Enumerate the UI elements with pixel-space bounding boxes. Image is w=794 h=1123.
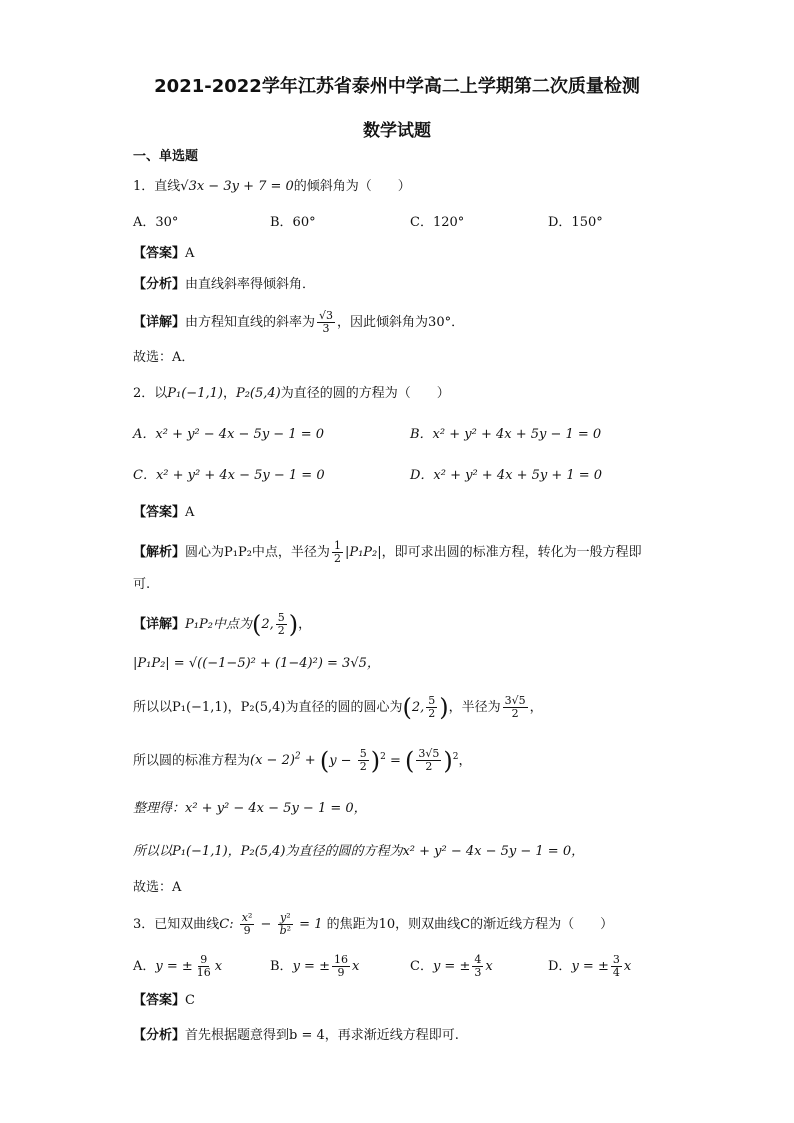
q1-stem-expression: √3x − 3y + 7 = 0	[180, 179, 294, 194]
q3-stem-prefix: 3．已知双曲线	[133, 917, 220, 932]
q1-option-c: C．120°	[410, 215, 465, 230]
segment-length: |P₁P₂|	[344, 545, 382, 560]
question-1-stem	[133, 178, 411, 196]
q3-analysis	[133, 1027, 459, 1045]
q1-option-b: B．60°	[270, 215, 316, 230]
q1-choose: 故选：A．	[133, 350, 195, 365]
analysis-tag: 【分析】	[133, 1028, 186, 1043]
question-2-stem: 2．以P₁(−1,1)，P₂(5,4)为直径的圆的方程为（ ）	[133, 386, 450, 401]
q1-analysis	[133, 276, 315, 294]
q2-option-a: A．x² + y² − 4x − 5y − 1 = 0	[133, 427, 325, 442]
point-p1: P₁(−1,1)	[167, 386, 223, 401]
document-subtitle: 数学试题	[363, 121, 431, 141]
answer-tag: 【答案】	[133, 505, 186, 520]
q1-stem-suffix: 的倾斜角为（ ）	[293, 179, 411, 194]
q2-stem-suffix: 为直径的圆的方程为（ ）	[280, 386, 450, 401]
detail-tag: 【详解】	[133, 617, 186, 632]
q2-answer	[133, 504, 194, 522]
midpoint-text: P₁P₂中点为	[185, 617, 252, 632]
q1-option-a: A．30°	[133, 215, 179, 230]
point-p2: P₂(5,4)	[235, 386, 281, 401]
fraction-denominator: 3	[322, 322, 330, 335]
comma: ，	[298, 617, 312, 632]
center-text: 所以以P₁(−1,1)，P₂(5,4)为直径的圆的圆心为	[133, 700, 403, 715]
comma: ，	[529, 700, 543, 715]
comma: ，	[458, 753, 472, 769]
q2-detail-2: |P₁P₂| = √((−1−5)² + (1−4)²) = 3√5，	[133, 656, 380, 671]
detail-suffix: ，因此倾斜角为30°．	[337, 315, 465, 330]
q3-option-c: C．y = ± $\frac{4}{3}$ x	[410, 953, 493, 979]
answer-tag: 【答案】	[133, 993, 186, 1008]
answer-value: A	[185, 246, 195, 261]
section-heading: 一、单选题	[133, 149, 199, 164]
q2-option-c: C．x² + y² + 4x − 5y − 1 = 0	[133, 468, 325, 483]
answer-tag: 【答案】	[133, 246, 186, 261]
analysis-tag: 【分析】	[133, 277, 186, 292]
q2-analysis	[133, 540, 642, 565]
q2-option-b: B．x² + y² + 4x + 5y − 1 = 0	[410, 427, 602, 442]
q2-option-d: D．x² + y² + 4x + 5y + 1 = 0	[410, 468, 603, 483]
q1-option-d: D．150°	[548, 215, 603, 230]
slope-fraction	[317, 310, 335, 335]
analysis-text: 首先根据题意得到b = 4，再求渐近线方程即可.	[185, 1028, 459, 1043]
q1-detail	[133, 310, 464, 335]
q2-analysis-wrap: 可.	[133, 577, 151, 592]
q3-stem-suffix: 的焦距为10，则双曲线C的渐近线方程为（ ）	[326, 917, 614, 932]
q3-option-d: D．y = ± $\frac{3}{4}$ x	[548, 953, 632, 979]
q1-stem-prefix: 1．直线	[133, 179, 181, 194]
analysis-text: 由直线斜率得倾斜角．	[185, 277, 316, 292]
q2-detail-3: 所以以P₁(−1,1)，P₂(5,4)为直径的圆的圆心为(2, $\frac{5}{2}$ )，半径为 $\frac{3√5}{2}$ ，	[133, 693, 543, 722]
q2-choose: 故选：A	[133, 880, 182, 895]
q2-detail-5: 整理得：x² + y² − 4x − 5y − 1 = 0，	[133, 801, 367, 816]
q2-detail-1: 【详解】P₁P₂中点为(2, $\frac{5}{2}$ )，	[133, 610, 312, 639]
analysis-text: 圆心为P₁P₂中点，半径为	[185, 545, 330, 560]
analysis-text-cont: ，即可求出圆的标准方程，转化为一般方程即	[381, 545, 642, 560]
detail-prefix: 由方程知直线的斜率为	[185, 315, 316, 330]
document-title: 2021-2022学年江苏省泰州中学高二上学期第二次质量检测	[154, 76, 640, 97]
q3-option-a: A．y = ± $\frac{9}{16}$ x	[133, 953, 223, 979]
q2-stem-prefix: 2．以	[133, 386, 168, 401]
answer-value: C	[185, 993, 195, 1008]
half-fraction: $\frac{1}{2}$	[333, 539, 341, 565]
answer-value: A	[185, 505, 195, 520]
detail-tag: 【详解】	[133, 315, 186, 330]
standard-equation-text: 所以圆的标准方程为	[133, 753, 251, 769]
analysis-tag: 【解析】	[133, 545, 186, 560]
radius-text: ，半径为	[448, 700, 501, 715]
q2-detail-4: 所以圆的标准方程为$(x - 2)^2 + (y$ − $\frac{5}{2}$ )$^2$ = ( $\frac{3√5}{2}$ )$^2$，	[133, 746, 472, 775]
q2-detail-6: 所以以P₁(−1,1)，P₂(5,4)为直径的圆的方程为x² + y² − 4x − 5y − 1 = 0，	[133, 844, 585, 859]
fraction-numerator: √3	[319, 309, 334, 322]
q3-option-b: B．y = ± $\frac{16}{9}$ x	[270, 953, 360, 979]
q1-answer	[133, 245, 194, 263]
q3-answer	[133, 992, 195, 1010]
question-3-stem: 3．已知双曲线C: $\frac{\text{x²}}{9}$ − $\frac{\text{y²}}{\text{b²}}$ = 1 的焦距为10，则双曲线C的渐近线方程为（ ）	[133, 911, 614, 937]
